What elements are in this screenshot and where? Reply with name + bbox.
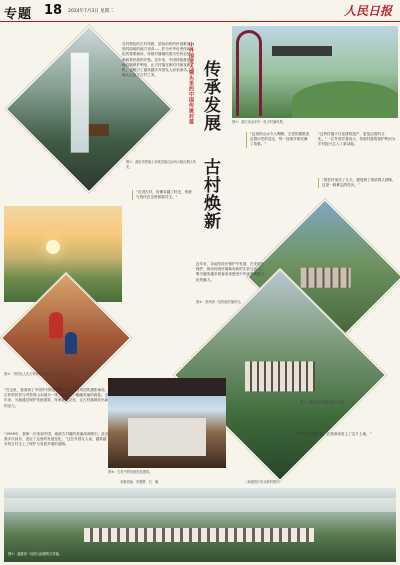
person-figure [49, 312, 63, 338]
caption-4: 图④：贵州省一处传统村落风光。 [196, 300, 244, 304]
waterfall-stream [71, 53, 89, 153]
caption-7: 图⑦：福建省一处依山而建的古村落。 [8, 552, 62, 556]
subtitle: 中外国友人镜头里的中国传统村落 [188, 42, 194, 125]
photo-panorama [4, 488, 396, 562]
panorama-mist [4, 498, 396, 512]
quote-1: “这里的山水令人陶醉，古老的建筑见证着历史的变迁，每一处细节都充满了故事。” [246, 132, 310, 148]
photo-courtyard [108, 378, 226, 468]
caption-6: 图⑥：古村中的传统民居建筑。 [108, 470, 153, 474]
issue-date: 2024年7月3日 星期二 [68, 9, 114, 14]
credit-right: （本版图片均为资料图片） [244, 480, 283, 484]
caption-2: 图②：浙江省金华市一处古村落风景。 [232, 120, 286, 124]
page-number: 18 [44, 3, 63, 18]
panorama-houses [84, 528, 314, 542]
photo-garden [232, 26, 398, 118]
pavilion-shape [89, 124, 109, 136]
quote-4: “村民们热情好客，让我深深爱上了这片土地。” [296, 432, 372, 436]
intro-text: 各具特色的古村风貌、悠扬动听的民俗歌谣、独具韵味的地方美食……作为中华优秀传统文化的重要载体，传统村落凝结着历史的记忆，承载着民族的乡愁。近年来，中国持续推进传统村落保护利用，让古村落在新时代焕发新生机，也吸引了越来越多外国友人前来探访，用镜头记录下古村之美。 [122, 42, 194, 78]
body-p3: “这些村落不仅是建筑遗产，更是活着的文化。”一位外国学者表示，传统村落的保护利用为乡村振兴注入了新动能。 [318, 132, 396, 147]
section-label: 专题 [4, 7, 33, 22]
caption-1: 图①：湖北省恩施土家族苗族自治州大峡谷景区风光。 [126, 160, 196, 169]
body-p1: “在这里，我看到了中国乡村的独特魅力。”来自英国的摄影师说，古朴的民居与秀美的山水融为一体，构成了一幅幅美丽的画卷。近年来，当地通过保护传统建筑、传承民俗文化，让古村落焕发出新的活力。 [4, 388, 109, 408]
sun-icon [46, 240, 60, 254]
courtyard-wall [128, 418, 206, 456]
quote-2: “我在村里住了几天，感受到了浓浓的人情味，这是一段难忘的经历。” [318, 178, 396, 188]
quote-3: “走进古村，仿佛穿越了时光，传统与现代在这里和谐共生。” [132, 190, 194, 200]
person-figure [65, 332, 77, 354]
body-p2: “1999年，我第一次来到中国，就被古村落的美丽深深吸引。此后我多次到访，见证了这里的发展变化。”这位外国友人说，越来越多的古村走上了保护与发展并重的道路。 [4, 432, 109, 447]
courtyard-roof [108, 378, 226, 396]
garden-roof [272, 46, 332, 56]
garden-hill [292, 81, 398, 118]
caption-5: 图⑤：航拍江西省婺源县古村落。 [300, 400, 348, 404]
credit-left: 本版责编：李慧慧 白 琳 [120, 480, 159, 484]
aerial-roofs [245, 361, 315, 391]
title-line2: 古村焕新 [200, 158, 220, 230]
body-p4: 近年来，各地坚持在保护中发展、在发展中保护，推动传统村落焕发新的生机与活力，吸引越来越多游客前来感受中华优秀传统文化的魅力。 [196, 262, 265, 282]
village-roofs [301, 268, 351, 288]
caption-3: 图③：外国友人在古村体验当地传统民俗文化。 [4, 372, 71, 376]
red-arch [236, 30, 262, 116]
title-line1: 传承发展 [200, 60, 220, 132]
newspaper-logo-icon: 人民日报 [343, 4, 392, 18]
